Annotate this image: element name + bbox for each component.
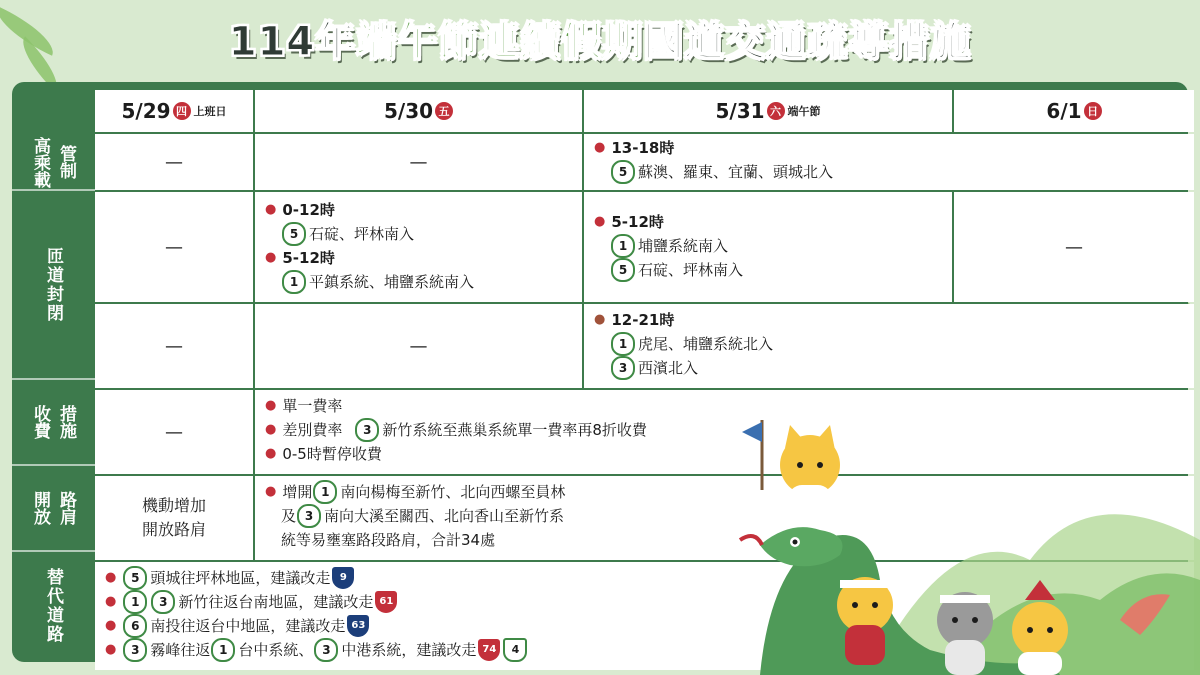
freeway-route-icon: 1 [611, 234, 635, 258]
ramp1-0530 [255, 192, 582, 302]
row-label-hov [12, 134, 94, 190]
ramp1-0601: — [954, 192, 1194, 302]
bullet-icon: ● [265, 398, 277, 413]
toll-text3: 0-5時暫停收費 [282, 445, 382, 463]
freeway-route-icon: 3 [297, 504, 321, 528]
row-label-toll-a: 收費 [30, 405, 50, 439]
ramp1-0531 [584, 192, 952, 302]
row-label-shoulder-b: 路肩 [56, 491, 76, 525]
ramp2-time: 12-21時 [611, 311, 675, 329]
toll-text2b: 新竹系統至燕巢系統單一費率再8折收費 [382, 421, 647, 439]
shoulder-b: 南向楊梅至新竹、北向西螺至員林 [340, 483, 566, 501]
row-label-ramp-text: 匝道封閉 [43, 247, 63, 323]
ramp1-route1-line [265, 222, 572, 246]
ramp1-text1: 石碇、坪林南入 [309, 225, 415, 243]
col-date: 5/30 [383, 99, 434, 123]
bullet-icon: ● [105, 642, 117, 657]
shoulder-0529-l1: 機動增加 [141, 496, 206, 515]
freeway-route-icon: 1 [282, 270, 306, 294]
alt-text4b: 台中系統、 [238, 641, 314, 659]
toll-text2a: 差別費率 [282, 421, 343, 439]
ramp2-text2: 西濱北入 [638, 359, 699, 377]
bullet-icon: ● [594, 140, 606, 155]
shoulder-e: 統等易壅塞路段路肩，合計34處 [281, 531, 496, 549]
ramp1-0531-route1-line [594, 234, 942, 258]
title-year: 114年 [228, 19, 357, 65]
freeway-route-icon: 6 [123, 614, 147, 638]
ramp2-text1: 虎尾、埔鹽系統北入 [638, 335, 774, 353]
col-header-0601 [954, 90, 1194, 132]
alt-text3: 南投往返台中地區，建議改走 [150, 617, 346, 635]
ramp1-0531-text1: 埔鹽系統南入 [638, 237, 729, 255]
bullet-icon: ● [265, 446, 277, 461]
title-measures: 國道交通疏導措施 [643, 19, 972, 65]
freeway-route-icon: 1 [211, 638, 235, 662]
hov-text: 蘇澳、羅東、宜蘭、頭城北入 [638, 163, 834, 181]
ramp2-route2-line [594, 356, 1184, 380]
freeway-route-icon: 3 [355, 418, 379, 442]
hov-time-line [594, 136, 1184, 160]
bullet-icon: ● [265, 250, 277, 265]
ramp1-0531-time: 5-12時 [611, 213, 664, 231]
ramp2-0531-0601 [584, 304, 1194, 388]
expressway-icon: 74 [478, 639, 500, 661]
ramp1-route2-line [265, 270, 572, 294]
row-label-alt-text: 替代道路 [43, 568, 63, 644]
ramp2-route1-line [594, 332, 1184, 356]
freeway-route-icon: 3 [314, 638, 338, 662]
shoulder-c: 及 [281, 507, 297, 525]
freeway-route-icon: 5 [611, 160, 635, 184]
freeway-route-icon: 5 [282, 222, 306, 246]
weekday-badge: 六 [767, 102, 785, 120]
ramp1-time2-line [265, 246, 572, 270]
freeway-shield-icon: 4 [503, 638, 527, 662]
bullet-icon: ● [105, 570, 117, 585]
col-header-0529 [95, 90, 253, 132]
toll-text1: 單一費率 [282, 397, 343, 415]
shoulder-0529-l2: 開放路肩 [141, 520, 206, 539]
shoulder-d: 南向大溪至關西、北向香山至新竹系 [324, 507, 565, 525]
ramp1-0531-time-line [594, 210, 942, 234]
ramp1-0531-route2-line [594, 258, 942, 282]
bullet-icon: ● [105, 594, 117, 609]
ramp1-time1-line [265, 198, 572, 222]
freeway-route-icon: 3 [123, 638, 147, 662]
row-label-hov-a: 高乘載 [30, 136, 50, 188]
ramp1-time2: 5-12時 [282, 249, 335, 267]
freeway-route-icon: 5 [611, 258, 635, 282]
bullet-icon: ● [594, 312, 606, 327]
freeway-route-icon: 3 [151, 590, 175, 614]
expressway-icon: 61 [375, 591, 397, 613]
row-label-alt [12, 552, 94, 660]
ramp2-0529: — [95, 304, 253, 388]
row-separator [12, 189, 95, 191]
col-header-0531 [584, 90, 952, 132]
hov-0529: — [95, 134, 253, 190]
alt-text4a: 霧峰往返 [150, 641, 211, 659]
freeway-route-icon: 1 [123, 590, 147, 614]
ramp1-0531-text2: 石碇、坪林南入 [638, 261, 744, 279]
freeway-route-icon: 3 [611, 356, 635, 380]
ramp1-text2: 平鎮系統、埔鹽系統南入 [309, 273, 475, 291]
title-holiday: 端午節連續假期 [356, 19, 644, 65]
freeway-route-icon: 5 [123, 566, 147, 590]
row-label-toll-b: 措施 [56, 405, 76, 439]
bullet-icon: ● [105, 618, 117, 633]
hov-time: 13-18時 [611, 139, 675, 157]
dragon-cats-illustration [700, 420, 1200, 675]
ramp1-0529: — [95, 192, 253, 302]
weekday-badge: 日 [1084, 102, 1102, 120]
col-header-0530 [255, 90, 582, 132]
col-date: 5/29 [121, 99, 171, 123]
weekday-badge: 四 [173, 102, 191, 120]
provincial-highway-icon: 9 [332, 567, 354, 589]
row-label-ramp [12, 192, 94, 378]
toll-line1 [265, 394, 1184, 418]
hov-0531-0601 [584, 134, 1194, 190]
bullet-icon: ● [265, 422, 277, 437]
row-label-hov-b: 管制 [56, 145, 76, 179]
col-note: 端午節 [787, 105, 821, 118]
bullet-icon: ● [265, 202, 277, 217]
alt-text2: 新竹往返台南地區，建議改走 [178, 593, 374, 611]
row-label-toll [12, 380, 94, 464]
row-label-shoulder [12, 466, 94, 550]
ramp2-0530: — [255, 304, 582, 388]
row-label-shoulder-a: 開放 [30, 491, 50, 525]
alt-text4c: 中港系統，建議改走 [341, 641, 477, 659]
col-date: 6/1 [1046, 99, 1082, 123]
freeway-route-icon: 1 [611, 332, 635, 356]
col-date: 5/31 [715, 99, 765, 123]
ramp2-time-line [594, 308, 1184, 332]
weekday-badge: 五 [435, 102, 453, 120]
hov-route-line [594, 160, 1184, 184]
ramp1-time1: 0-12時 [282, 201, 335, 219]
freeway-route-icon: 1 [313, 480, 337, 504]
bullet-icon: ● [265, 484, 277, 499]
provincial-highway-icon: 63 [347, 615, 369, 637]
col-note: 上班日 [193, 105, 227, 118]
shoulder-0529 [95, 476, 253, 560]
bullet-icon: ● [594, 214, 606, 229]
hov-0530: — [255, 134, 582, 190]
toll-0529: — [95, 390, 253, 474]
page-title [0, 10, 1200, 67]
shoulder-a: 增開 [282, 483, 313, 501]
alt-text1: 頭城往坪林地區，建議改走 [150, 569, 331, 587]
